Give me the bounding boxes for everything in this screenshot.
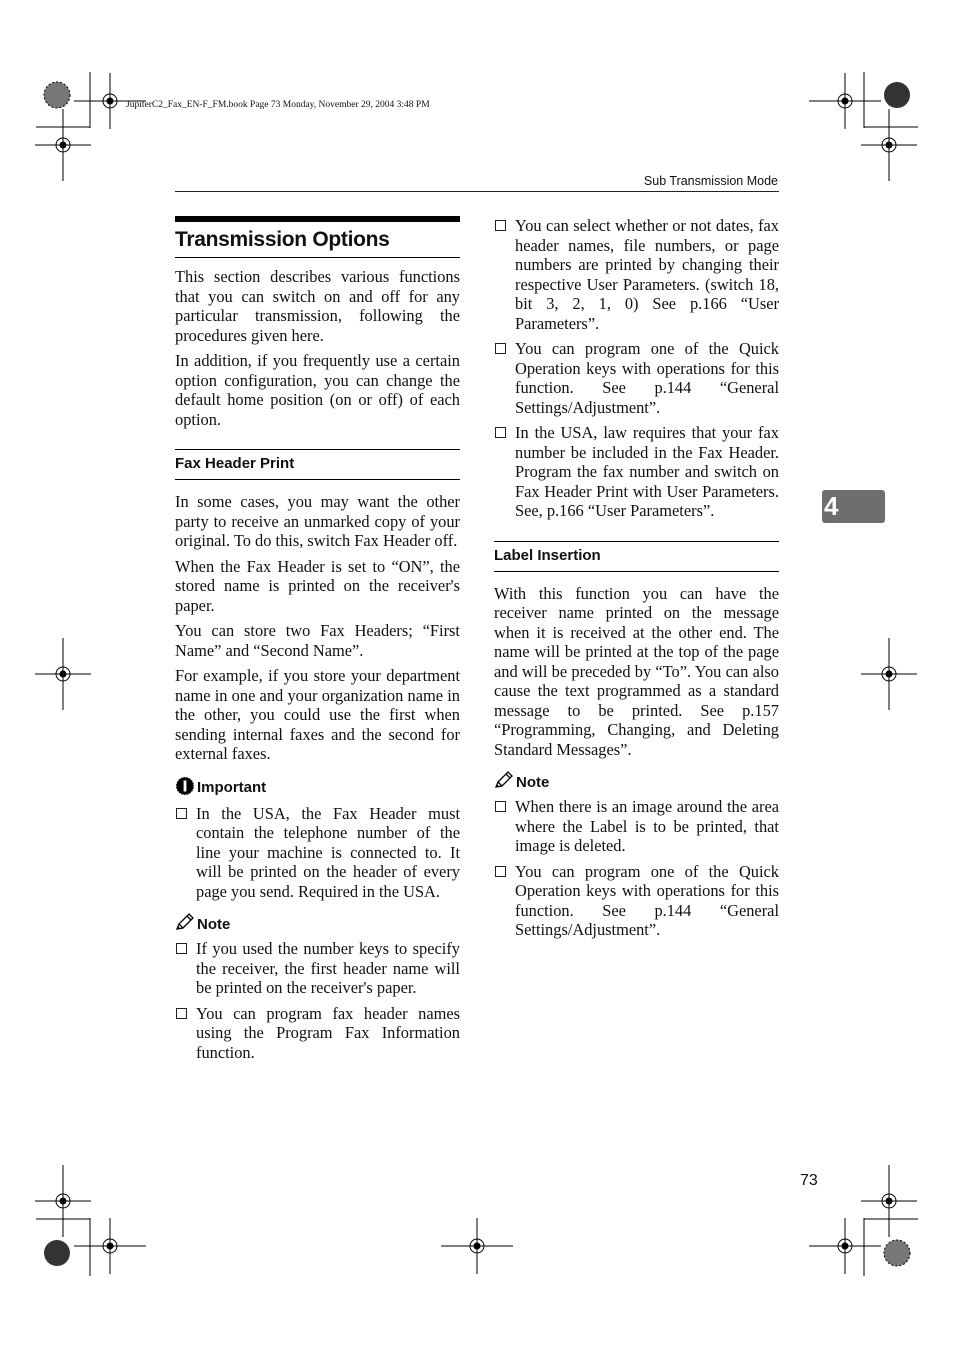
list-item: In the USA, the Fax Header must contain the telephone number of the line your machine is connected to. It will be printed on the header of every page you send. Required in the USA. <box>175 804 460 902</box>
fax-header-print-heading: Fax Header Print <box>175 449 460 480</box>
list-item: When there is an image around the area where the Label is to be printed, that image is deleted. <box>494 797 779 856</box>
page-number: 73 <box>800 1172 818 1189</box>
pencil-note-icon <box>175 913 195 935</box>
registration-mark-icon <box>35 73 917 1274</box>
section-title-block <box>175 216 460 258</box>
fax-header-paragraph-1: In some cases, you may want the other party to receive an unmarked copy of your original. To do this, switch Fax Header off. <box>175 492 460 550</box>
important-icon <box>175 776 195 800</box>
checkbox-bullet-icon <box>176 808 187 819</box>
important-label: Important <box>197 779 267 796</box>
important-list <box>175 804 460 902</box>
right-column <box>494 216 779 946</box>
running-header: Sub Transmission Mode <box>643 174 778 188</box>
list-item: In the USA, law requires that your fax number be included in the Fax Header. Program the fax number and switch on Fax Header Print with User Parameters. See, p.166 “User Parameters”. <box>494 423 779 521</box>
list-item: You can program one of the Quick Operation keys with operations for this function. See p.144 “General Settings/Adjustment”. <box>494 862 779 940</box>
list-item: If you used the number keys to specify the receiver, the first header name will be printed on the receiver's paper. <box>175 939 460 998</box>
important-callout-heading <box>175 776 460 800</box>
checkbox-bullet-icon <box>176 943 187 954</box>
note-callout-heading <box>494 771 779 793</box>
left-column <box>175 216 460 1068</box>
note-list <box>175 939 460 1062</box>
checkbox-bullet-icon <box>176 1008 187 1019</box>
fax-header-continued-list <box>494 216 779 521</box>
note-label: Note <box>516 773 550 791</box>
label-note-list <box>494 797 779 940</box>
checkbox-bullet-icon <box>495 427 506 438</box>
book-info-line: JupiterC2_Fax_EN-F_FM.book Page 73 Monday, November 29, 2004 3:48 PM <box>126 100 430 110</box>
chapter-tab: 4 <box>822 490 885 523</box>
header-rule <box>175 191 779 192</box>
note-callout-heading <box>175 913 460 935</box>
color-wheel-icon <box>44 82 910 1266</box>
fax-header-paragraph-4: For example, if you store your department name in one and your organization name in the other, you could use the first when sending internal faxes and the second for external faxes. <box>175 666 460 763</box>
list-item: You can program fax header names using the Program Fax Information function. <box>175 1004 460 1063</box>
fax-header-paragraph-3: You can store two Fax Headers; “First Name” and “Second Name”. <box>175 621 460 660</box>
checkbox-bullet-icon <box>495 801 506 812</box>
list-item: You can program one of the Quick Operation keys with operations for this function. See p.144 “General Settings/Adjustment”. <box>494 339 779 417</box>
fax-header-paragraph-2: When the Fax Header is set to “ON”, the stored name is printed on the receiver's paper. <box>175 556 460 615</box>
checkbox-bullet-icon <box>495 220 506 231</box>
section-title: Transmission Options <box>175 228 390 251</box>
checkbox-bullet-icon <box>495 343 506 354</box>
checkbox-bullet-icon <box>495 866 506 877</box>
note-label: Note <box>197 915 231 933</box>
intro-paragraph-2: In addition, if you frequently use a certain option configuration, you can change the default home position (on or off) of each option. <box>175 351 460 429</box>
intro-paragraph-1: This section describes various functions that you can switch on and off for any particular transmission, following the procedures given here. <box>175 267 460 345</box>
label-insertion-paragraph: With this function you can have the receiver name printed on the message when it is received at the other end. The name will be printed at the top of the page and will be preceded by “To”. You can also cause the text programmed as a standard message to be printed. See p.157 “Programming, Changing, and Deleting Standard Messages”. <box>494 583 779 759</box>
list-item: You can select whether or not dates, fax header names, file numbers, or page numbers are printed by changing their respective User Parameters. (switch 18, bit 3, 2, 1, 0) See p.166 “User Parameters”. <box>494 216 779 333</box>
pencil-note-icon <box>494 771 514 793</box>
label-insertion-heading: Label Insertion <box>494 541 779 572</box>
